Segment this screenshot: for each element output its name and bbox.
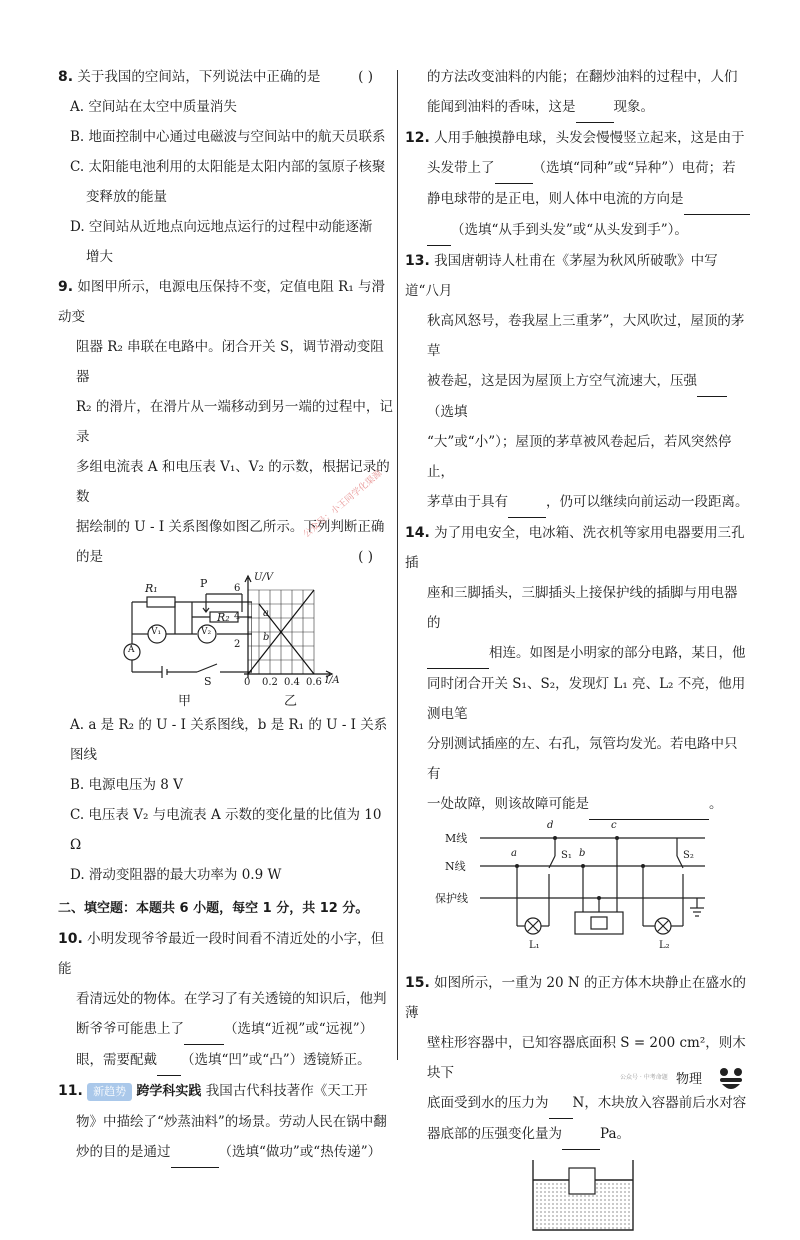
column-divider [397, 70, 398, 1060]
fig-label-yi: 乙 [284, 694, 298, 709]
q9-line-6: 的是 [76, 549, 103, 565]
q15-blank-2[interactable] [562, 1119, 600, 1150]
graph-ylabel: U/V [254, 572, 274, 583]
graph-xtick-0: 0 [244, 677, 251, 688]
q11-blank-2[interactable] [576, 92, 614, 123]
ui-graph-yi [230, 572, 340, 690]
q11-line-1: 我国古代科技著作《天工开 [205, 1083, 368, 1099]
graph-line-a-label: a [263, 608, 269, 619]
q8-option-c: C. 太阳能电池利用的太阳能是太阳内部的氢原子核聚 [70, 159, 386, 175]
label-switch: S [204, 675, 212, 688]
label-v1: V₁ [151, 627, 162, 637]
q11-line-4: 的方法改变油料的内能；在翻炒油料的过程中，人们 [427, 69, 738, 85]
label-r2: R₂ [217, 611, 230, 624]
q10-line-2: 看清远处的物体。在学习了有关透镜的知识后，他判 [76, 991, 387, 1007]
label-p: P [200, 577, 208, 590]
label-point-a: a [511, 848, 517, 859]
house-circuit-diagram [445, 826, 725, 966]
q8-option-b: B. 地面控制中心通过电磁波与空间站中的航天员联系 [70, 129, 386, 145]
label-l2: L₂ [659, 940, 670, 951]
label-point-c: c [611, 820, 617, 831]
q13-line-2: 秋高风怒号，卷我屋上三重茅”，大风吹过，屋顶的茅草 [427, 313, 745, 359]
q15-blank-1[interactable] [549, 1088, 573, 1119]
cross-discipline-label: 跨学科实践 [136, 1084, 202, 1099]
container-figure [405, 1150, 750, 1240]
q13-blank-2[interactable] [508, 487, 546, 518]
q11-blank-1[interactable] [171, 1137, 219, 1168]
label-v2: V₂ [201, 627, 212, 637]
question-14: 14. 为了用电安全，电冰箱、洗衣机等家用电器要用三孔插 座和三脚插头，三脚插头上接保护线的插脚与用电器的 相连。如图是小明家的部分电路，某日，他 同时闭合开关 S₁、S₂，发现灯 L₁ 亮、L₂ 不亮，他用测电笔 分别测试插座的左、右孔，氖管均发光。若电路中只有 一处故障，则该故障可能是 。 M线 N线 保护线 a b c d S₁ S₂ L₁ L₂ [405, 518, 750, 968]
q12-blank-2[interactable] [684, 184, 750, 215]
q13-blank-1[interactable] [697, 366, 727, 397]
graph-ytick-6: 6 [234, 583, 241, 594]
q8-option-d-cont: 增大 [86, 249, 113, 265]
watermark-text: 公众号：小王同学化渠源 [301, 468, 385, 540]
question-13: 13. 我国唐朝诗人杜甫在《茅屋为秋风所破歌》中写道“八月 秋高风怒号，卷我屋上三重茅”，大风吹过，屋顶的茅草 被卷起，这是因为屋顶上方空气流速大，压强 （选填 “大”或“小”）；屋顶的茅草被风卷起后，若风突然停止， 茅草由于具有 ，仍可以继续向前运动一段距离。 [405, 246, 750, 518]
graph-ytick-4: 4 [234, 611, 241, 622]
label-ground-line: 保护线 [435, 892, 468, 905]
question-9: 9. 如图甲所示，电源电压保持不变，定值电阻 R₁ 与滑动变 阻器 R₂ 串联在电路中。闭合开关 S，调节滑动变阻器 R₂ 的滑片，在滑片从一端移动到另一端的过程中，记录 多组电流表 A 和电压表 V₁、V₂ 的示数，根据记录的数 据绘制的 U - I 关系图像如图乙所示。下列判断正确 的是 ( ) R₁ P R₂ V₁ V₂ A S 甲 U/V 6 4 2 0 0.2 0.4 0.6 I/A a b 乙 A. a 是 R₂ 的 U - I 关系图线，b 是 R₁ 的 U - I 关系图线 B. 电源电压为 8 V C. 电压表 V₂ 与电流表 A 示数的变化量的比值为 10 Ω D. 滑动变阻器的最大功率为 0.9 W [58, 272, 393, 890]
q14-blank-1[interactable] [427, 638, 489, 669]
q9-line-3: R₂ 的滑片，在滑片从一端移动到另一端的过程中，记录 [76, 399, 393, 445]
q9-figures [58, 572, 393, 710]
q14-line-5: 分别测试插座的左、右孔，氖管均发光。若电路中只有 [427, 736, 738, 782]
question-10: 10. 小明发现爷爷最近一段时间看不清近处的小字，但能 看清远处的物体。在学习了有关透镜的知识后，他判 断爷爷可能患上了 （选填“近视”或“远视”） 眼，需要配戴 （选填“凹”或“凸”）透镜矫正。 [58, 924, 393, 1076]
house-circuit-figure [405, 820, 750, 968]
q9-option-a: A. a 是 R₂ 的 U - I 关系图线，b 是 R₁ 的 U - I 关系图线 [70, 717, 388, 763]
label-m-line: M线 [445, 832, 468, 845]
graph-line-b-label: b [263, 632, 270, 643]
q9-line-4: 多组电流表 A 和电压表 V₁、V₂ 的示数，根据记录的数 [76, 459, 390, 505]
q8-option-a: A. 空间站在太空中质量消失 [70, 99, 237, 115]
q10-blank-1[interactable] [184, 1014, 224, 1045]
label-s2: S₂ [683, 850, 694, 861]
q9-option-d: D. 滑动变阻器的最大功率为 0.9 W [70, 867, 282, 883]
q9-answer-paren: ( ) [358, 549, 373, 565]
q9-line-2: 阻器 R₂ 串联在电路中。闭合开关 S，调节滑动变阻器 [76, 339, 384, 385]
label-point-d: d [547, 820, 554, 831]
question-8: 8. 关于我国的空间站，下列说法中正确的是 ( ) A. 空间站在太空中质量消失 B. 地面控制中心通过电磁波与空间站中的航天员联系 C. 太阳能电池利用的太阳能是太阳内部的氢原子核聚 变释放的能量 D. 空间站从近地点向远地点运行的过程中动能逐渐 增大 [58, 62, 393, 272]
label-ammeter: A [128, 645, 135, 655]
q13-line-4: “大”或“小”）；屋顶的茅草被风卷起后，若风突然停止， [427, 434, 732, 480]
q15-line-1: 如图所示，一重为 20 N 的正方体木块静止在盛水的薄 [405, 975, 746, 1021]
label-r1: R₁ [145, 582, 158, 595]
q8-stem: 关于我国的空间站，下列说法中正确的是 [77, 69, 321, 85]
q10-line-1: 小明发现爷爷最近一段时间看不清近处的小字，但能 [58, 931, 385, 977]
q8-option-c-cont: 变释放的能量 [86, 189, 167, 205]
q8-answer-paren: ( ) [358, 69, 373, 85]
q8-option-d: D. 空间站从近地点向远地点运行的过程中动能逐渐 [70, 219, 373, 235]
footer-subject: 物理 [676, 1072, 703, 1087]
q12-line-1: 人用手触摸静电球，头发会慢慢竖立起来，这是由于 [434, 130, 745, 146]
label-l1: L₁ [529, 940, 540, 951]
water-container-diagram [523, 1158, 643, 1240]
q14-line-2: 座和三脚插头，三脚插头上接保护线的插脚与用电器的 [427, 585, 738, 631]
q9-option-b: B. 电源电压为 8 V [70, 777, 183, 793]
q14-line-1: 为了用电安全，电冰箱、洗衣机等家用电器要用三孔插 [405, 525, 745, 571]
graph-xtick-0.6: 0.6 [306, 677, 322, 688]
q12-blank-1[interactable] [495, 153, 533, 184]
graph-xlabel: I/A [325, 675, 340, 686]
section-2-title: 二、填空题：本题共 6 小题，每空 1 分，共 12 分。 [58, 901, 369, 916]
question-15: 15. 如图所示，一重为 20 N 的正方体木块静止在盛水的薄 壁柱形容器中，已知容器底面积 S = 200 cm²，则木块下 底面受到水的压力为 N，木块放入容器前后水对容 器底部的压强变化量为 Pa。 [405, 968, 750, 1240]
trend-badge: 新趋势 [87, 1083, 132, 1101]
q13-line-1: 我国唐朝诗人杜甫在《茅屋为秋风所破歌》中写道“八月 [405, 253, 718, 299]
q11-line-2: 物》中描绘了“炒蒸油料”的场景。劳动人民在锅中翻 [76, 1114, 387, 1130]
q9-option-c: C. 电压表 V₂ 与电流表 A 示数的变化量的比值为 10 Ω [70, 807, 382, 853]
question-12: 12. 人用手触摸静电球，头发会慢慢竖立起来，这是由于 头发带上了 （选填“同种”或“异种”）电荷；若 静电球带的是正电，则人体中电流的方向是 （选填“从手到头发”或“从头发到手”）。 [405, 123, 750, 246]
footer-logo-text: 公众号 · 中考命题 [620, 1074, 668, 1081]
label-s1: S₁ [561, 850, 572, 861]
label-n-line: N线 [445, 860, 466, 873]
q14-line-4: 同时闭合开关 S₁、S₂，发现灯 L₁ 亮、L₂ 不亮，他用测电笔 [427, 676, 746, 722]
label-point-b: b [579, 848, 586, 859]
q14-blank-2[interactable] [589, 789, 709, 820]
left-column [58, 62, 393, 1168]
footer-mascot-icon [714, 1064, 748, 1094]
q12-blank-2-cont[interactable] [427, 215, 451, 246]
q9-line-5: 据绘制的 U - I 关系图像如图乙所示。下列判断正确 [76, 519, 385, 535]
q10-blank-2[interactable] [157, 1045, 181, 1076]
q15-line-2: 壁柱形容器中，已知容器底面积 S = 200 cm²，则木块下 [427, 1035, 746, 1081]
right-column [405, 62, 750, 1240]
question-11-cont: 的方法改变油料的内能；在翻炒油料的过程中，人们 能闻到油料的香味，这是 现象。 [405, 62, 750, 123]
question-11: 11. 新趋势 跨学科实践 我国古代科技著作《天工开 物》中描绘了“炒蒸油料”的场景。劳动人民在锅中翻 炒的目的是通过 （选填“做功”或“热传递”） [58, 1076, 393, 1168]
fig-label-jia: 甲 [178, 694, 192, 709]
q9-line-1: 如图甲所示，电源电压保持不变，定值电阻 R₁ 与滑动变 [58, 279, 386, 325]
graph-xtick-0.2: 0.2 [262, 677, 278, 688]
graph-ytick-2: 2 [234, 639, 241, 650]
graph-xtick-0.4: 0.4 [284, 677, 300, 688]
